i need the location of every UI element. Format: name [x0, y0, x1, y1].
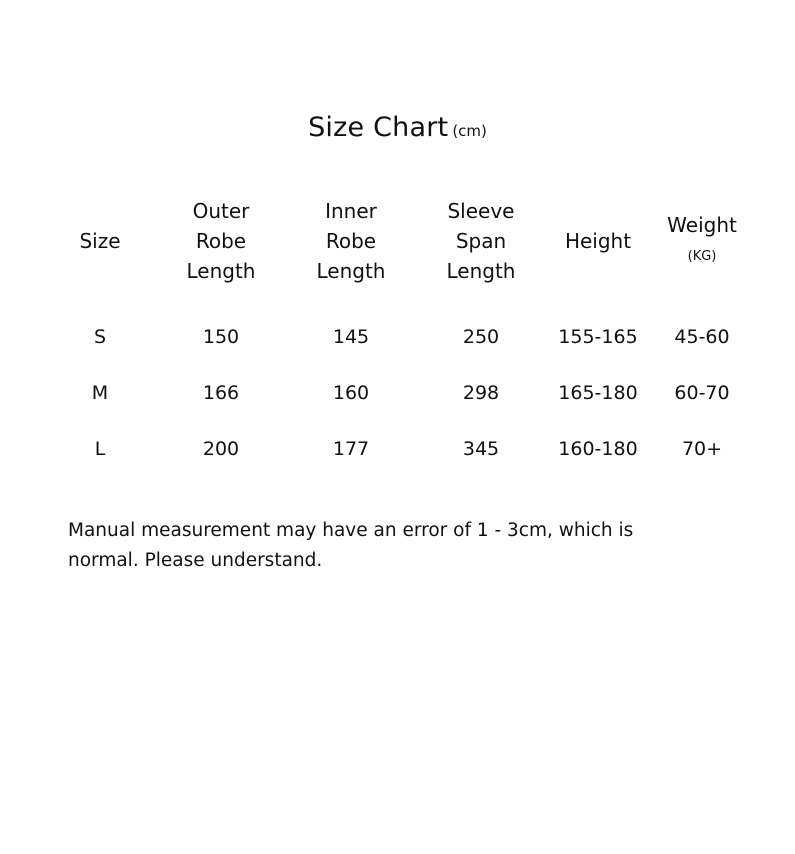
cell-outer-robe-length: 200	[202, 438, 240, 460]
size-chart-table	[44, 196, 754, 478]
cell-height: 165-180	[558, 382, 638, 404]
cell-inner-robe-length: 177	[332, 438, 370, 460]
title-unit: (cm)	[452, 122, 487, 140]
column-header-inner-robe-length: Inner Robe Length	[316, 199, 386, 283]
title-text: Size Chart	[308, 112, 449, 143]
cell-height: 160-180	[558, 438, 638, 460]
column-header-weight: Weight (KG)	[667, 213, 737, 264]
table-row	[44, 366, 754, 422]
table-header-row	[44, 196, 754, 310]
table-row	[44, 310, 754, 366]
page-title	[0, 112, 795, 143]
cell-weight: 70+	[681, 438, 723, 460]
cell-inner-robe-length: 160	[332, 382, 370, 404]
cell-sleeve-span-length: 298	[462, 382, 500, 404]
column-header-sleeve-span-length: Sleeve Span Length	[446, 199, 516, 283]
cell-weight: 60-70	[674, 382, 730, 404]
cell-size: S	[93, 326, 107, 348]
table-row	[44, 422, 754, 478]
cell-inner-robe-length: 145	[332, 326, 370, 348]
cell-size: L	[94, 438, 106, 460]
measurement-note: Manual measurement may have an error of 1 - 3cm, which is normal. Please understand.	[68, 520, 634, 571]
column-header-size: Size	[79, 229, 121, 253]
cell-outer-robe-length: 150	[202, 326, 240, 348]
column-header-height: Height	[564, 229, 632, 253]
cell-weight: 45-60	[674, 326, 730, 348]
cell-size: M	[91, 382, 109, 404]
cell-height: 155-165	[558, 326, 638, 348]
cell-sleeve-span-length: 345	[462, 438, 500, 460]
column-header-outer-robe-length: Outer Robe Length	[186, 199, 256, 283]
cell-sleeve-span-length: 250	[462, 326, 500, 348]
cell-outer-robe-length: 166	[202, 382, 240, 404]
